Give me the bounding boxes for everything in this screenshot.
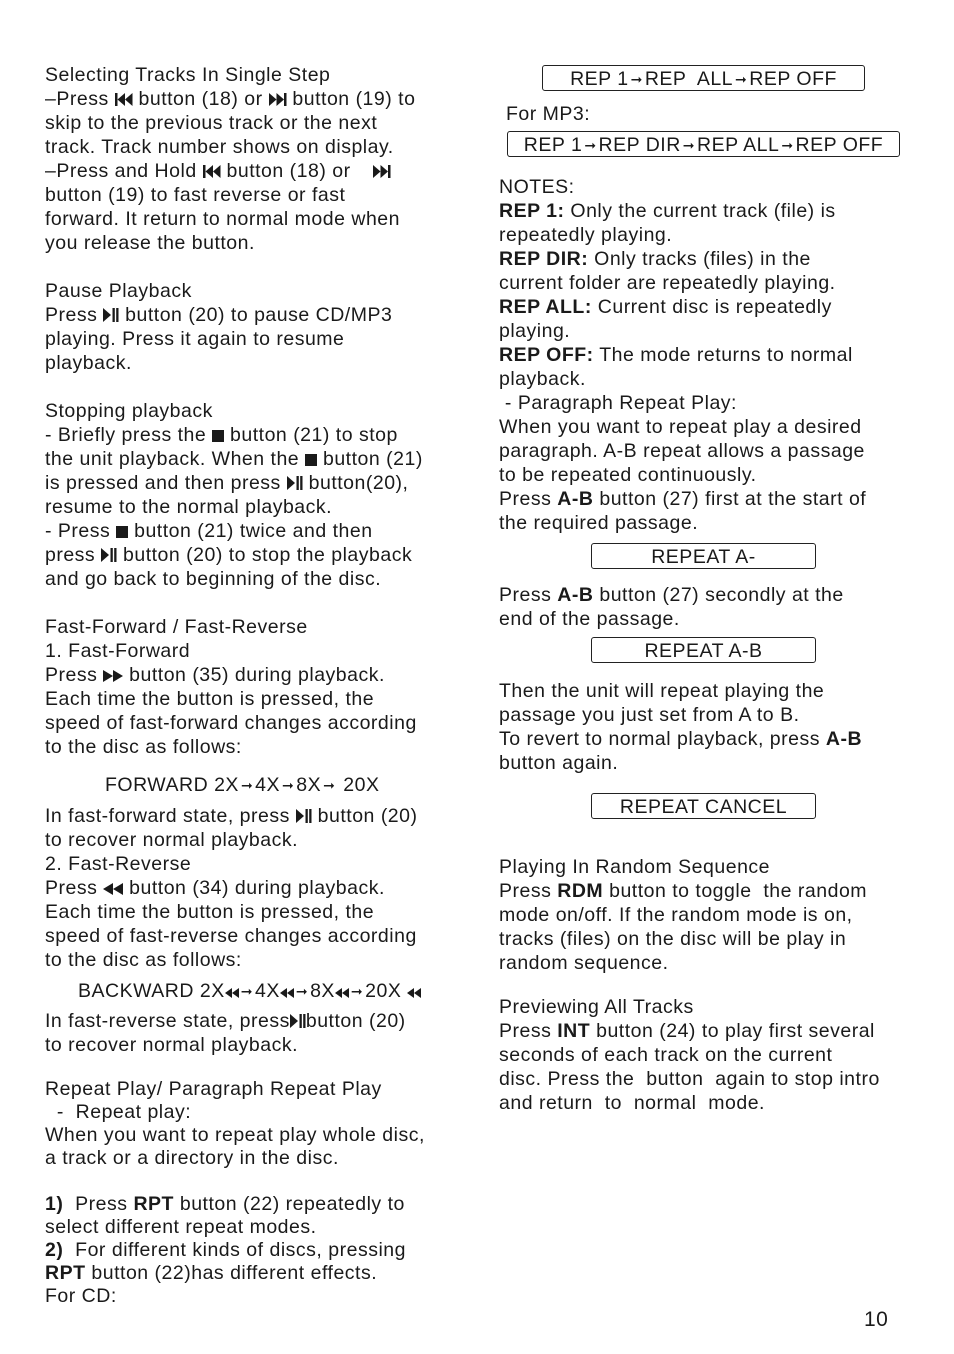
text-line: REP ALL: Current disc is repeatedly bbox=[499, 296, 832, 318]
arrow-right-icon: ➞ bbox=[282, 777, 295, 793]
fast-reverse-icon bbox=[280, 988, 294, 998]
play-pause-icon bbox=[101, 548, 117, 562]
fast-reverse-icon bbox=[225, 988, 239, 998]
text-line: end of the passage. bbox=[499, 608, 680, 630]
arrow-right-icon: ➞ bbox=[240, 777, 254, 793]
left-column-continued-2 bbox=[45, 1009, 457, 1308]
arrow-right-icon: ➞ bbox=[682, 137, 696, 153]
text-line: playback. bbox=[499, 368, 586, 390]
text-line: - Press button (21) twice and then bbox=[45, 520, 373, 542]
page-number: 10 bbox=[864, 1308, 889, 1331]
backward-speed-sequence: BACKWARD 2X ➞ 4X ➞ 8X ➞ 20X bbox=[78, 979, 421, 1003]
text-line: forward. It return to normal mode when bbox=[45, 208, 400, 230]
text-line: current folder are repeatedly playing. bbox=[499, 272, 836, 294]
mp3-repeat-modes-box: REP 1 ➞ REP DIR ➞ REP ALL ➞ REP OFF bbox=[507, 131, 900, 157]
stop-icon bbox=[305, 454, 317, 466]
subheading-repeat-play: - Repeat play: bbox=[45, 1101, 192, 1123]
subheading-fast-forward: 1. Fast-Forward bbox=[45, 640, 191, 662]
text-line: is pressed and then press button(20), bbox=[45, 472, 409, 494]
arrow-right-icon: ➞ bbox=[295, 983, 309, 999]
cd-repeat-modes-box: REP 1 ➞ REP ALL ➞ REP OFF bbox=[542, 65, 865, 91]
text-line: speed of fast-reverse changes according bbox=[45, 925, 417, 947]
text-line: resume to the normal playback. bbox=[45, 496, 333, 518]
repeat-cancel-box: REPEAT CANCEL bbox=[591, 793, 816, 819]
arrow-right-icon: ➞ bbox=[240, 983, 253, 999]
arrow-right-icon: ➞ bbox=[323, 777, 336, 793]
arrow-right-icon: ➞ bbox=[781, 137, 794, 153]
section-title-repeat-play: Repeat Play/ Paragraph Repeat Play bbox=[45, 1078, 382, 1100]
text-line: Press button (20) to pause CD/MP3 bbox=[45, 304, 393, 326]
mp3-label: For MP3: bbox=[506, 103, 591, 125]
notes-heading: NOTES: bbox=[499, 176, 575, 198]
text-line: Press RDM button to toggle the random bbox=[499, 880, 868, 902]
play-pause-icon bbox=[287, 476, 303, 490]
subheading-paragraph-repeat: - Paragraph Repeat Play: bbox=[499, 392, 737, 414]
text-line: passage you just set from A to B. bbox=[499, 704, 800, 726]
text-line: playback. bbox=[45, 352, 132, 374]
play-pause-icon bbox=[290, 1014, 306, 1028]
text-line: REP OFF: The mode returns to normal bbox=[499, 344, 853, 366]
play-pause-icon bbox=[103, 308, 119, 322]
text-line: button again. bbox=[499, 752, 619, 774]
text-line: When you want to repeat play whole disc, bbox=[45, 1124, 425, 1146]
text-line: Press INT button (24) to play first several bbox=[499, 1020, 875, 1042]
text-line: 1) Press RPT button (22) repeatedly to bbox=[45, 1193, 405, 1215]
text-line: you release the button. bbox=[45, 232, 255, 254]
section-title-stopping: Stopping playback bbox=[45, 400, 213, 422]
text-line: When you want to repeat play a desired bbox=[499, 416, 862, 438]
arrow-right-icon: ➞ bbox=[630, 71, 643, 87]
forward-speed-sequence: FORWARD 2X ➞ 4X ➞ 8X ➞ 20X bbox=[105, 774, 380, 796]
right-column-notes bbox=[499, 175, 911, 535]
text-line: repeatedly playing. bbox=[499, 224, 673, 246]
arrow-right-icon: ➞ bbox=[735, 71, 748, 87]
fast-reverse-icon bbox=[335, 988, 349, 998]
text-line: Press A-B button (27) first at the start of bbox=[499, 488, 867, 510]
text-line: mode on/off. If the random mode is on, bbox=[499, 904, 853, 926]
arrow-right-icon: ➞ bbox=[584, 137, 597, 153]
text-line: REP DIR: Only tracks (files) in the bbox=[499, 248, 811, 270]
section-title-selecting-tracks: Selecting Tracks In Single Step bbox=[45, 64, 331, 86]
text-line: RPT button (22)has different effects. bbox=[45, 1262, 378, 1284]
left-column-continued bbox=[45, 804, 457, 972]
text-line: Press button (34) during playback. bbox=[45, 877, 385, 899]
skip-previous-icon bbox=[115, 93, 133, 106]
text-line: –Press and Hold button (18) or bbox=[45, 159, 457, 183]
text-line: Press A-B button (27) secondly at the bbox=[499, 584, 844, 606]
text-line: paragraph. A-B repeat allows a passage bbox=[499, 440, 865, 462]
right-column-ab bbox=[499, 583, 911, 631]
text-line: to recover normal playback. bbox=[45, 829, 299, 851]
text-line: - Briefly press the button (21) to stop bbox=[45, 424, 398, 446]
text-line: press button (20) to stop the playback bbox=[45, 544, 413, 566]
text-line: Then the unit will repeat playing the bbox=[499, 680, 825, 702]
text-line: 2) For different kinds of discs, pressing bbox=[45, 1239, 406, 1261]
skip-next-icon bbox=[269, 93, 287, 106]
text-line: skip to the previous track or the next bbox=[45, 112, 378, 134]
text-line: Each time the button is pressed, the bbox=[45, 688, 375, 710]
arrow-right-icon: ➞ bbox=[350, 983, 364, 999]
repeat-a-box: REPEAT A- bbox=[591, 543, 816, 569]
text-line: and return to normal mode. bbox=[499, 1092, 765, 1114]
text-line: random sequence. bbox=[499, 952, 669, 974]
stop-icon bbox=[116, 526, 128, 538]
text-line: disc. Press the button again to stop intro bbox=[499, 1068, 880, 1090]
play-pause-icon bbox=[296, 809, 312, 823]
text-line: seconds of each track on the current bbox=[499, 1044, 833, 1066]
text-line: to recover normal playback. bbox=[45, 1034, 299, 1056]
stop-icon bbox=[212, 430, 224, 442]
text-line: a track or a directory in the disc. bbox=[45, 1147, 339, 1169]
fast-forward-icon bbox=[103, 670, 123, 682]
text-line: the required passage. bbox=[499, 512, 699, 534]
text-line: to be repeated continuously. bbox=[499, 464, 757, 486]
text-line: Each time the button is pressed, the bbox=[45, 901, 375, 923]
fast-reverse-icon bbox=[103, 883, 123, 895]
text-line: In fast-reverse state, press button (20) bbox=[45, 1010, 406, 1032]
right-column-random bbox=[499, 855, 911, 1115]
subheading-fast-reverse: 2. Fast-Reverse bbox=[45, 853, 192, 875]
left-column bbox=[45, 63, 457, 759]
section-title-pause: Pause Playback bbox=[45, 280, 192, 302]
text-line: REP 1: Only the current track (file) is bbox=[499, 200, 836, 222]
text-line: playing. bbox=[499, 320, 571, 342]
text-line: playing. Press it again to resume bbox=[45, 328, 345, 350]
section-title-random: Playing In Random Sequence bbox=[499, 856, 771, 878]
section-title-fast-forward-reverse: Fast-Forward / Fast-Reverse bbox=[45, 616, 308, 638]
text-line: to the disc as follows: bbox=[45, 736, 242, 758]
text-line: and go back to beginning of the disc. bbox=[45, 568, 382, 590]
text-line: Press button (35) during playback. bbox=[45, 664, 385, 686]
text-line: button (19) to fast reverse or fast bbox=[45, 184, 346, 206]
fast-reverse-icon bbox=[407, 988, 421, 998]
skip-previous-icon bbox=[203, 165, 221, 178]
section-title-previewing: Previewing All Tracks bbox=[499, 996, 694, 1018]
text-line: –Press button (18) or button (19) to bbox=[45, 88, 416, 110]
text-line: speed of fast-forward changes according bbox=[45, 712, 417, 734]
text-line: To revert to normal playback, press A-B bbox=[499, 728, 863, 750]
text-line: the unit playback. When the button (21) bbox=[45, 448, 423, 470]
right-column-revert bbox=[499, 679, 911, 775]
skip-next-icon bbox=[373, 165, 391, 178]
text-line: track. Track number shows on display. bbox=[45, 136, 394, 158]
text-line: In fast-forward state, press button (20) bbox=[45, 805, 418, 827]
text-line: select different repeat modes. bbox=[45, 1216, 317, 1238]
repeat-ab-box: REPEAT A-B bbox=[591, 637, 816, 663]
text-line: to the disc as follows: bbox=[45, 949, 242, 971]
text-line: For CD: bbox=[45, 1285, 117, 1307]
text-line: tracks (files) on the disc will be play in bbox=[499, 928, 847, 950]
